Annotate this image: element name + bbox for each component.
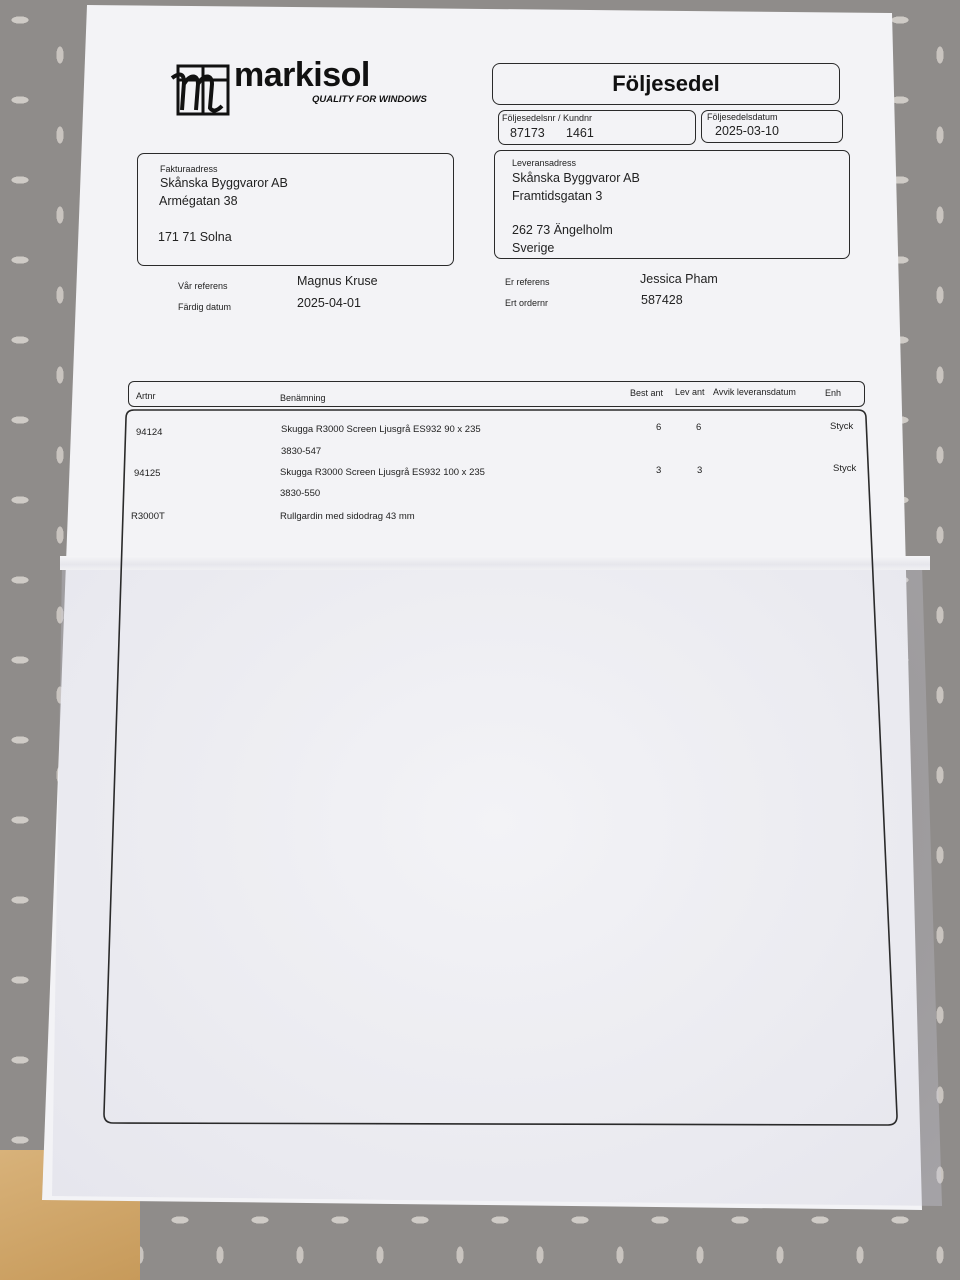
row-lev: 3 <box>697 465 703 476</box>
row-artnr: R3000T <box>131 511 165 522</box>
row-enh: Styck <box>833 463 857 474</box>
col-avvik: Avvik leveransdatum <box>713 387 796 397</box>
col-name: Benämning <box>280 393 326 403</box>
your-ref-value: Jessica Pham <box>640 272 718 286</box>
your-order-value: 587428 <box>641 293 683 307</box>
document-title: Följesedel <box>492 63 840 105</box>
our-ref-label: Vår referens <box>178 281 228 291</box>
row-best: 6 <box>656 422 662 433</box>
delivery-label: Leveransadress <box>512 158 577 168</box>
billing-label: Fakturaadress <box>160 164 218 174</box>
row-name: Rullgardin med sidodrag 43 mm <box>280 511 415 522</box>
row-name: Skugga R3000 Screen Ljusgrå ES932 90 x 235 <box>281 424 481 435</box>
date-value: 2025-03-10 <box>715 124 779 138</box>
ordernr-value: 87173 <box>510 126 545 140</box>
row-sub: 3830-550 <box>280 488 321 499</box>
ordernr-label: Följesedelsnr / Kundnr <box>502 113 593 123</box>
row-artnr: 94125 <box>134 468 161 479</box>
company-name: markisol <box>234 56 370 94</box>
col-artnr: Artnr <box>136 391 156 401</box>
row-best: 3 <box>656 465 662 476</box>
row-enh: Styck <box>830 421 854 432</box>
done-date-label: Färdig datum <box>178 302 232 312</box>
delivery-name: Skånska Byggvaror AB <box>512 171 640 185</box>
paper-fold <box>60 556 930 570</box>
billing-name: Skånska Byggvaror AB <box>160 176 288 190</box>
col-lev: Lev ant <box>675 387 705 397</box>
row-artnr: 94124 <box>136 427 163 438</box>
col-best: Best ant <box>630 388 664 398</box>
markisol-logo <box>170 58 440 118</box>
your-ref-label: Er referens <box>505 277 550 287</box>
row-sub: 3830-547 <box>281 446 322 457</box>
date-label: Följesedelsdatum <box>707 112 778 122</box>
delivery-country: Sverige <box>512 241 555 255</box>
row-lev: 6 <box>696 422 702 433</box>
our-ref-value: Magnus Kruse <box>297 274 378 288</box>
billing-street: Armégatan 38 <box>159 194 238 208</box>
paper-shadow <box>52 566 942 1206</box>
kundnr-value: 1461 <box>566 126 594 140</box>
window-logo-icon <box>170 60 236 118</box>
your-order-label: Ert ordernr <box>505 298 549 308</box>
delivery-postal: 262 73 Ängelholm <box>512 223 613 237</box>
col-enh: Enh <box>825 388 842 398</box>
delivery-street: Framtidsgatan 3 <box>512 189 603 203</box>
billing-postal: 171 71 Solna <box>158 230 232 244</box>
done-date-value: 2025-04-01 <box>297 296 361 310</box>
row-name: Skugga R3000 Screen Ljusgrå ES932 100 x 235 <box>280 467 485 478</box>
company-tagline: QUALITY FOR WINDOWS <box>312 94 427 105</box>
